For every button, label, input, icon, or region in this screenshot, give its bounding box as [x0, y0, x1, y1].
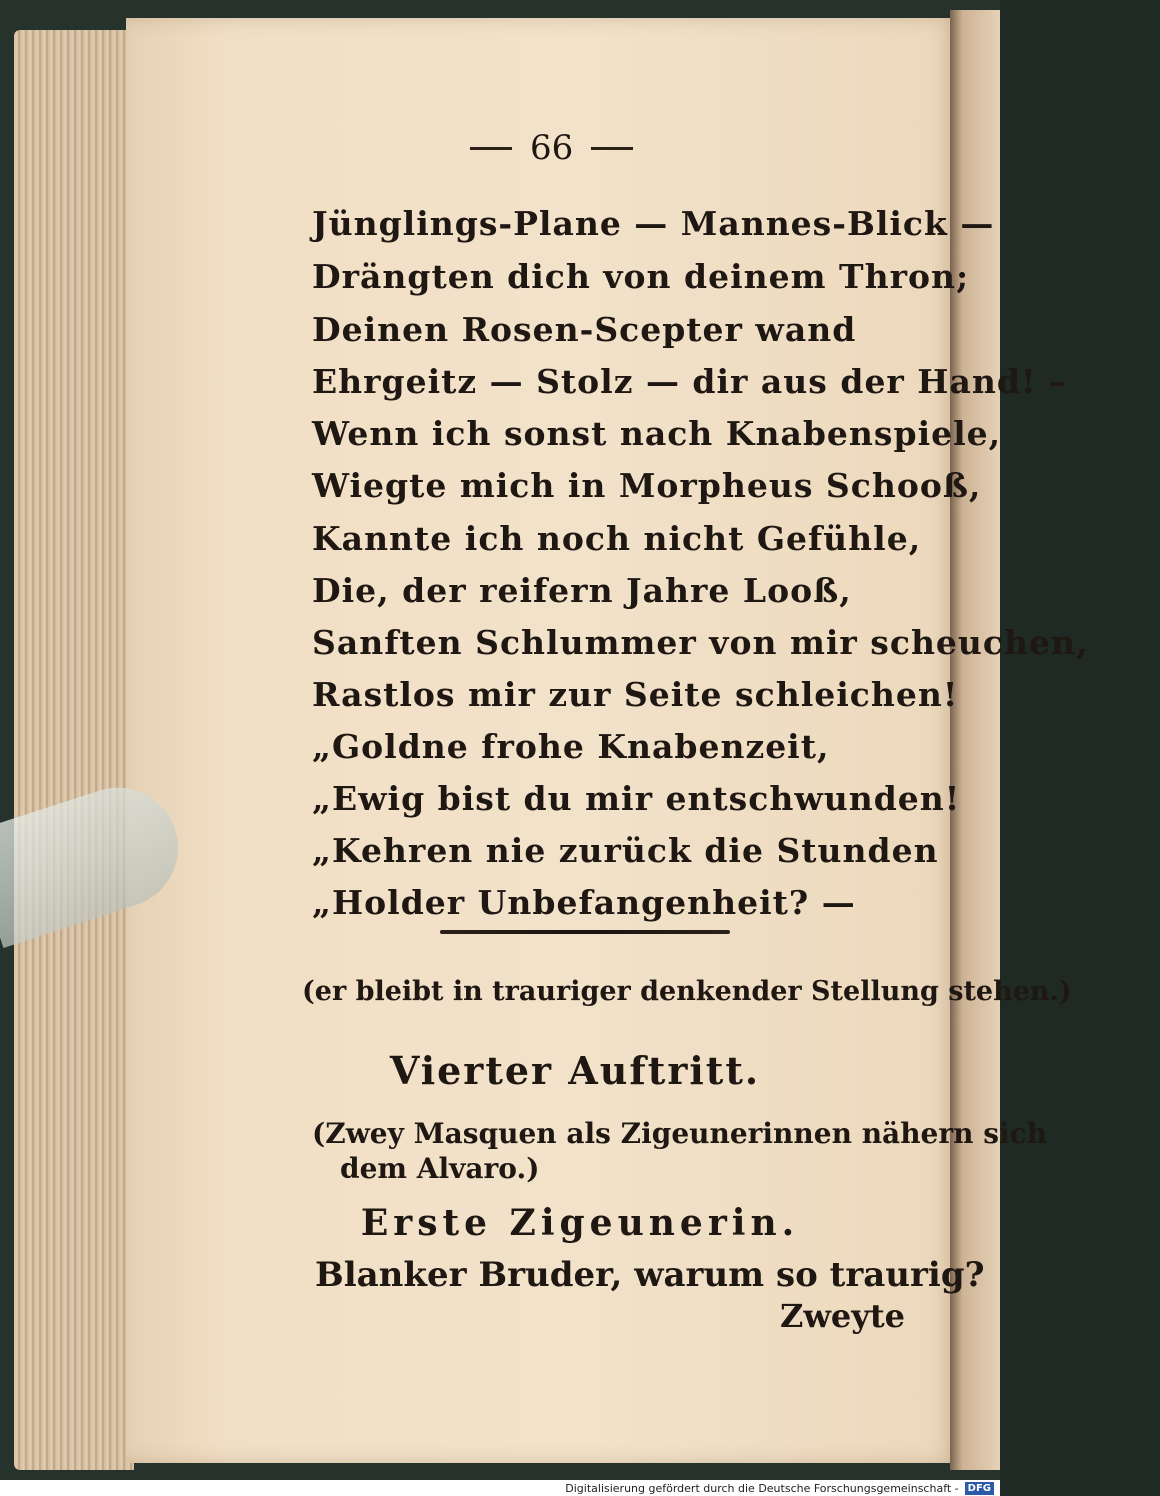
verse-line: Wiegte mich in Morpheus Schooß,: [312, 466, 982, 505]
page-number: [470, 128, 670, 168]
catchword: Zweyte: [780, 1297, 905, 1335]
verse-line: Kannte ich noch nicht Gefühle,: [312, 519, 922, 558]
entrance-direction-line-1: (Zwey Masquen als Zigeunerinnen nähern sich: [312, 1117, 1048, 1150]
entrance-direction-line-2: dem Alvaro.): [340, 1152, 540, 1185]
digitization-footer: [0, 1480, 1000, 1496]
verse-line: Sanften Schlummer von mir scheuchen,: [312, 623, 1089, 662]
verse-line: „Kehren nie zurück die Stunden: [312, 831, 939, 870]
verse-line: Deinen Rosen-Scepter wand: [312, 310, 857, 349]
footer-credit-text: Digitalisierung gefördert durch die Deutsche Forschungsgemeinschaft -: [565, 1481, 959, 1495]
page-number-left-dash: [470, 147, 512, 150]
stage-direction: (er bleibt in trauriger denkender Stellung stehen.): [302, 976, 1072, 1007]
section-divider-rule: [440, 930, 730, 934]
speaker-name: Erste Zigeunerin.: [360, 1202, 800, 1244]
verse-line: „Goldne frohe Knabenzeit,: [312, 727, 830, 766]
book-page-edges: [14, 30, 134, 1470]
scene-heading: Vierter Auftritt.: [389, 1048, 761, 1093]
verse-line: Wenn ich sonst nach Knabenspiele,: [312, 414, 1002, 453]
verse-line: Drängten dich von deinem Thron;: [312, 257, 970, 296]
verse-line: „Holder Unbefangenheit? —: [312, 883, 856, 922]
verse-line: Die, der reifern Jahre Looß,: [312, 571, 852, 610]
page-number-text: 66: [530, 128, 574, 168]
verse-line: Jünglings-Plane — Mannes-Blick —: [312, 204, 995, 243]
speech-line: Blanker Bruder, warum so traurig?: [315, 1255, 985, 1295]
verse-line: Ehrgeitz — Stolz — dir aus der Hand! –: [312, 362, 1067, 401]
verse-line: „Ewig bist du mir entschwunden!: [312, 779, 961, 818]
verse-line: Rastlos mir zur Seite schleichen!: [312, 675, 959, 714]
dfg-logo: DFG: [965, 1482, 994, 1495]
page-number-right-dash: [591, 147, 633, 150]
